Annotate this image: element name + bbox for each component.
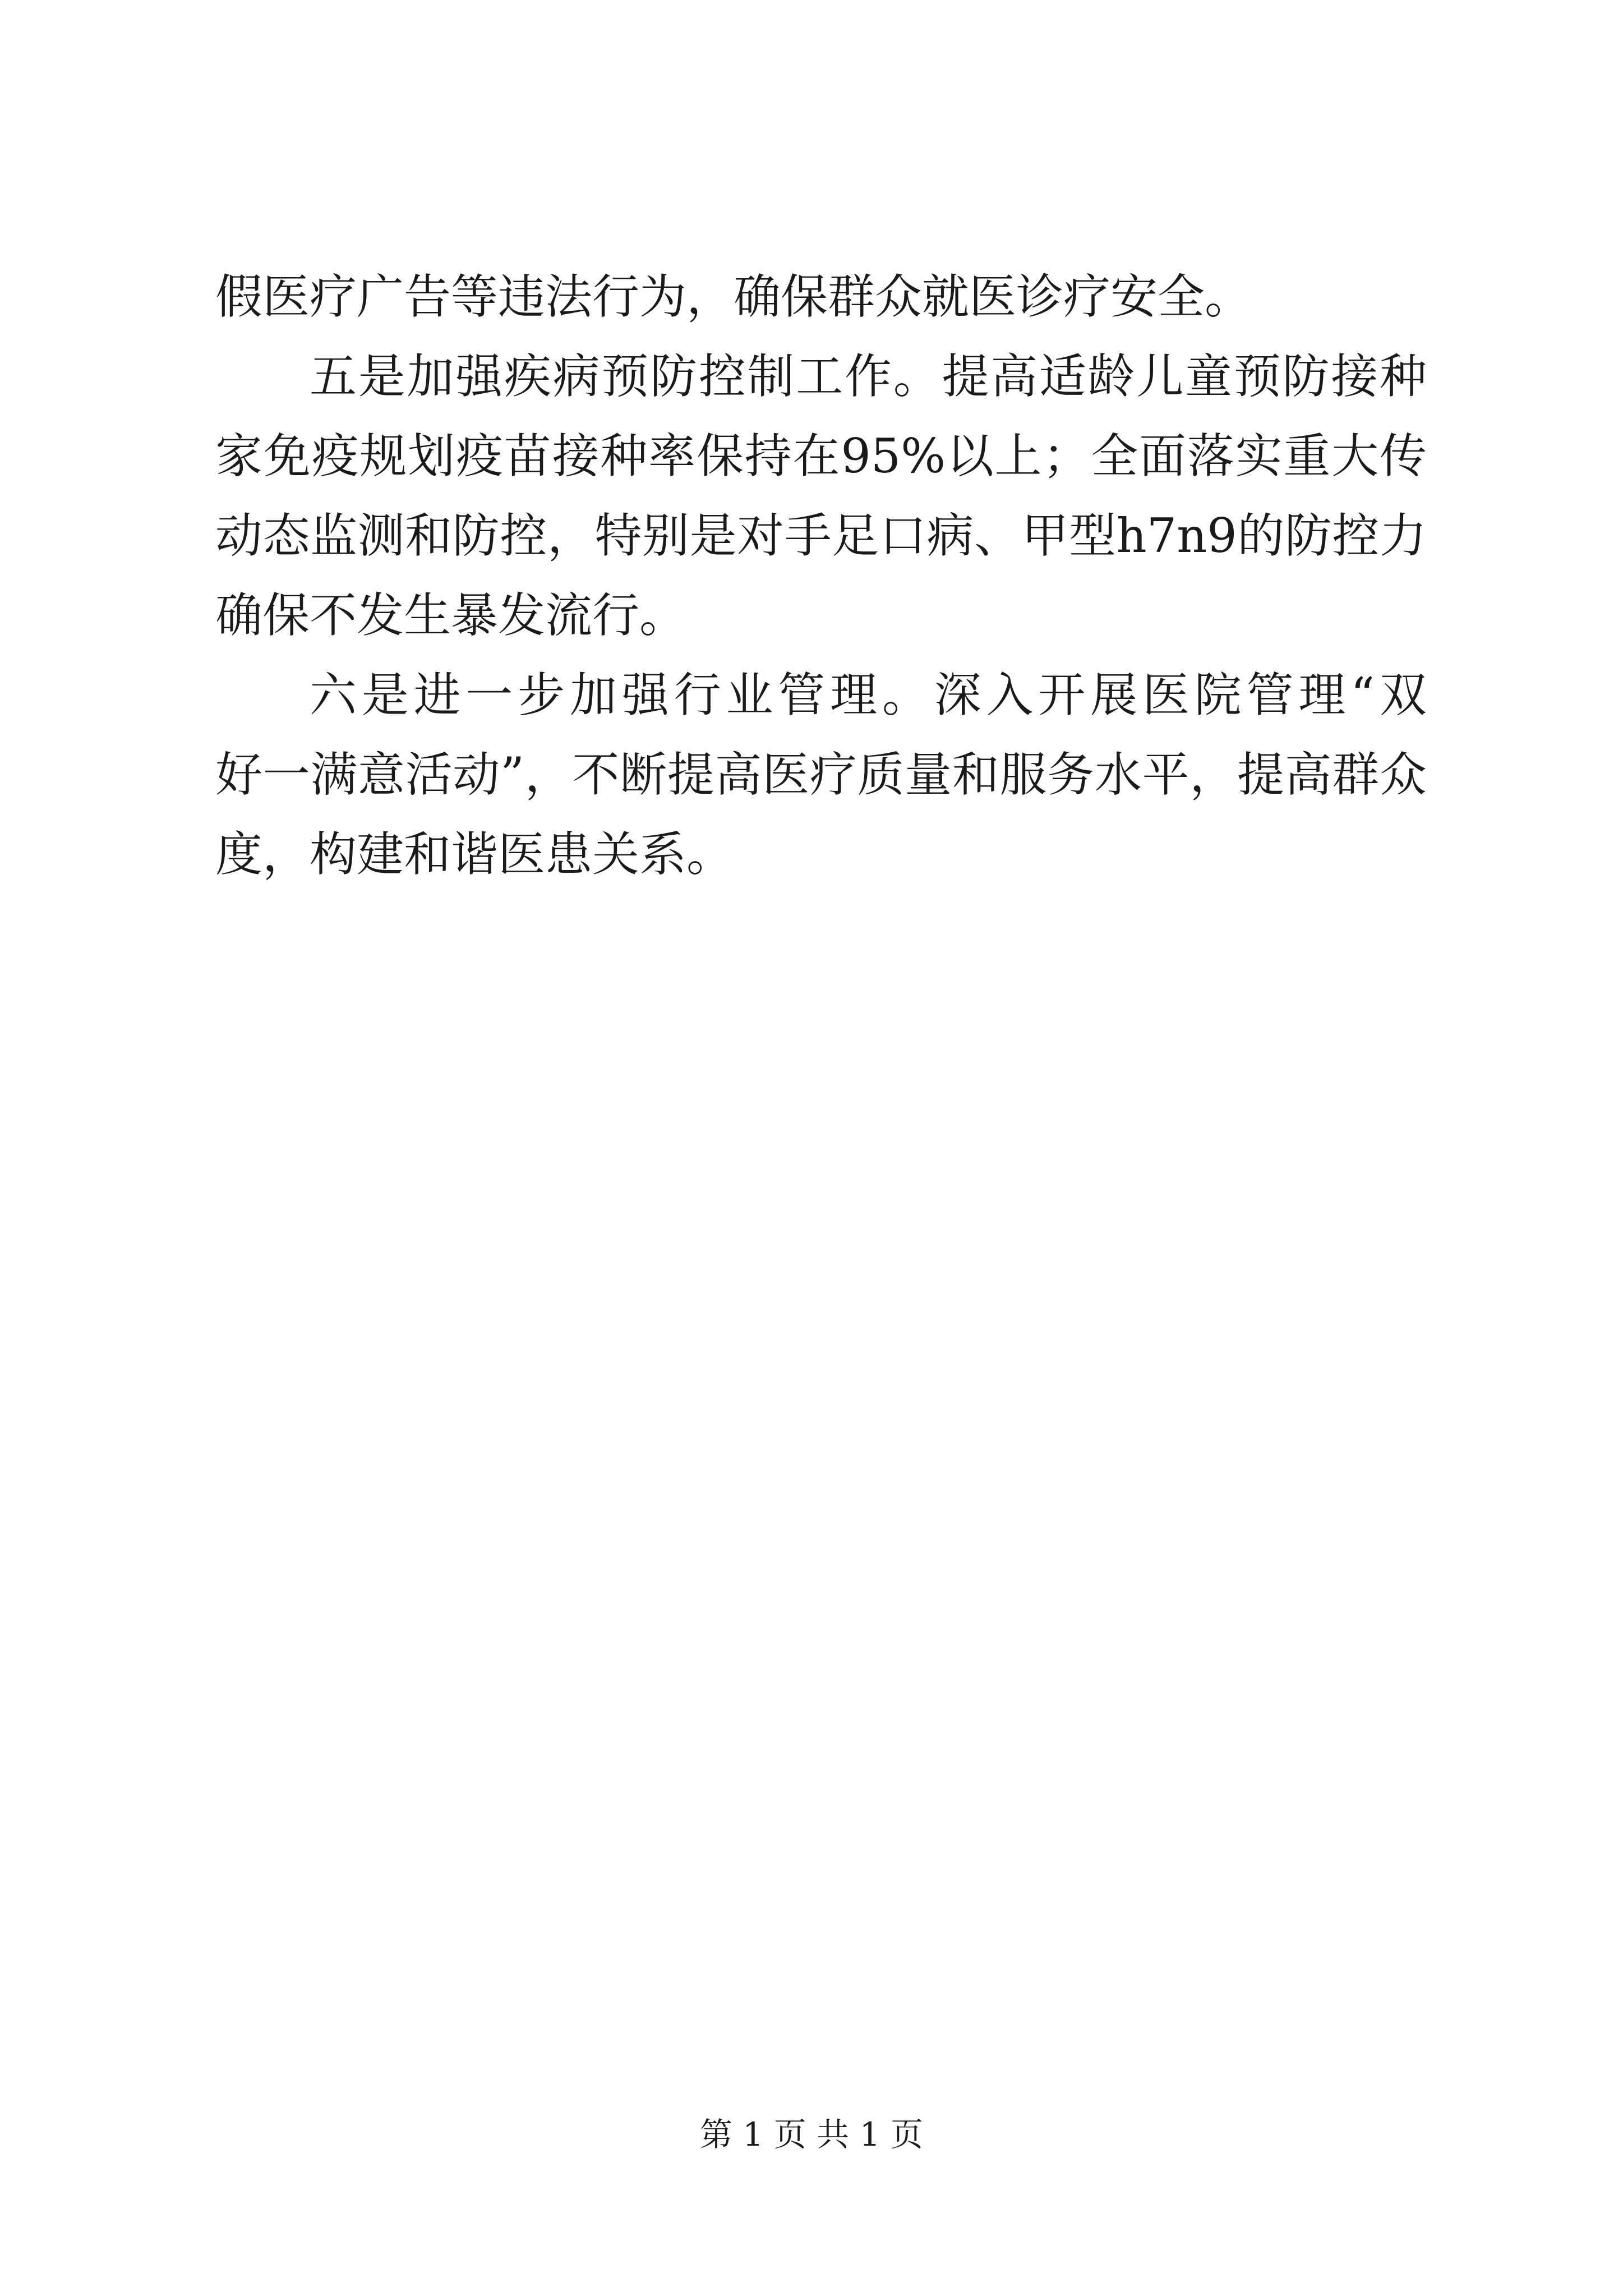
page-number-footer: 第 1 页 共 1 页	[700, 2115, 923, 2154]
document-body	[215, 257, 1427, 894]
text-line: 度，构建和谐医患关系。	[215, 827, 734, 882]
text-line: 假医疗广告等违法行为，确保群众就医诊疗安全。	[215, 269, 1252, 324]
paragraph-6-first-line: 六是进一步加强行业管理。深入开展医院管理“双	[310, 668, 1427, 723]
text-line: 家免疫规划疫苗接种率保持在95%以上；全面落实重大传	[215, 429, 1427, 484]
text-line: 确保不发生暴发流行。	[215, 588, 687, 643]
paragraph-5-first-line: 五是加强疾病预防控制工作。提高适龄儿童预防接种	[310, 349, 1427, 404]
text-line: 好一满意活动”，不断提高医疗质量和服务水平，提高群众	[215, 747, 1427, 802]
text-line: 动态监测和防控，特别是对手足口病、甲型h7n9的防控力	[215, 508, 1427, 563]
